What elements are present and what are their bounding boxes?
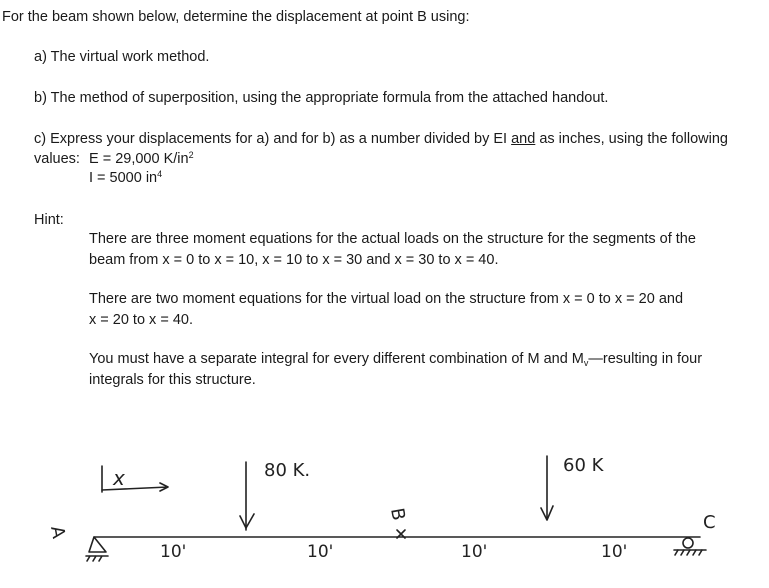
part-c-and: and bbox=[511, 131, 536, 147]
hint-p3-line1 bbox=[89, 349, 702, 370]
part-c-text-post: as inches, using the following bbox=[535, 131, 728, 147]
inertia-text: I = 5000 in bbox=[89, 170, 158, 186]
pin-support-ground bbox=[86, 556, 108, 561]
part-a: a) The virtual work method. bbox=[34, 49, 210, 65]
point-b-label: B bbox=[386, 506, 409, 523]
inertia-value bbox=[89, 168, 162, 189]
span-label-4: 10' bbox=[601, 542, 628, 562]
hint-p3-line2: integrals for this structure. bbox=[89, 372, 256, 388]
span-label-1: 10' bbox=[160, 542, 187, 562]
part-c-text-pre: c) Express your displacements for a) and for b) as a number divided by EI bbox=[34, 131, 512, 147]
x-arrow-icon bbox=[102, 483, 168, 491]
part-c bbox=[34, 129, 728, 150]
point-a-label: A bbox=[46, 524, 69, 541]
load1-arrow-head bbox=[240, 514, 254, 528]
part-b: b) The method of superposition, using the appropriate formula from the attached handout. bbox=[34, 90, 609, 106]
hint-p1-line2: beam from x = 0 to x = 10, x = 10 to x = 30 and x = 30 to x = 40. bbox=[89, 252, 499, 268]
hint-p2-line1: There are two moment equations for the virtual load on the structure from x = 0 to x = 20 and bbox=[89, 291, 684, 307]
problem-intro: For the beam shown below, determine the displacement at point B using: bbox=[2, 9, 470, 25]
hint-p2-line2: x = 20 to x = 40. bbox=[89, 312, 193, 328]
load1-label: 80 K. bbox=[264, 460, 311, 481]
modulus-text: E = 29,000 K/in bbox=[89, 151, 189, 167]
hint-p3-subscript: v bbox=[583, 358, 589, 368]
modulus-value bbox=[89, 149, 194, 170]
span-label-3: 10' bbox=[461, 542, 488, 562]
x-label: x bbox=[113, 466, 125, 490]
span-label-2: 10' bbox=[307, 542, 334, 562]
point-c-label: C bbox=[703, 512, 716, 533]
hint-p3-text-post: —resulting in four bbox=[588, 351, 703, 367]
beam-diagram bbox=[0, 440, 769, 588]
roller-icon bbox=[683, 538, 693, 548]
hint-p1-line1: There are three moment equations for the actual loads on the structure for the segments of the bbox=[89, 231, 696, 247]
hint-p3-text-pre: You must have a separate integral for every different combination of M and M bbox=[89, 351, 584, 367]
modulus-exponent: 2 bbox=[188, 150, 194, 160]
values-label: values: bbox=[34, 151, 80, 167]
hint-label: Hint: bbox=[34, 212, 64, 228]
load2-label: 60 K bbox=[563, 455, 604, 476]
pin-support-icon bbox=[89, 537, 106, 552]
inertia-exponent: 4 bbox=[157, 169, 163, 179]
